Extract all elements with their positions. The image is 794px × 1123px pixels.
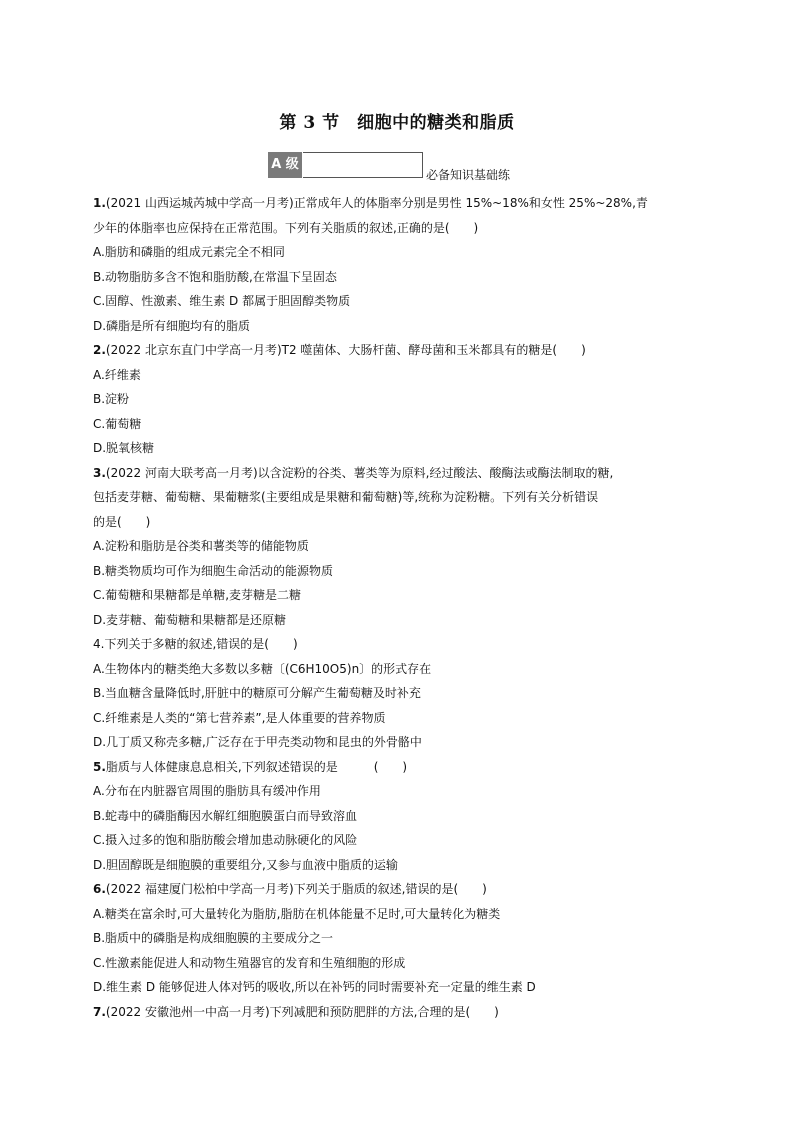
option-a: A.脂肪和磷脂的组成元素完全不相同 (93, 245, 285, 259)
question-3 (93, 461, 705, 633)
page-title: 第 3 节 细胞中的糖类和脂质 (279, 113, 515, 133)
option-a: A.分布在内脏器官周围的脂肪具有缓冲作用 (93, 784, 321, 798)
level-badge: A 级 (268, 152, 302, 178)
option-b: B.脂质中的磷脂是构成细胞膜的主要成分之一 (93, 931, 334, 945)
option-b: B.动物脂肪多含不饱和脂肪酸,在常温下呈固态 (93, 269, 337, 284)
option-d: D.麦芽糖、葡萄糖和果糖都是还原糖 (93, 612, 287, 627)
question-stem-text: (2021 山西运城芮城中学高一月考)正常成年人的体脂率分别是男性 15%~18%和女性 25%~28%,青 (105, 196, 648, 210)
question-stem-text: (2022 福建厦门松柏中学高一月考)下列关于脂质的叙述,错误的是( ) (105, 882, 487, 896)
question-stem-line (93, 632, 705, 657)
question-stem-line (93, 461, 705, 486)
question-5 (93, 755, 705, 878)
question-number: 1. (93, 196, 106, 210)
banner-blank-box (303, 152, 423, 178)
question-1 (93, 191, 705, 338)
question-stem-line (93, 338, 705, 363)
question-number: 7. (93, 1004, 106, 1019)
question-stem-line: 的是( ) (93, 514, 151, 529)
question-stem-line (93, 877, 705, 902)
option-b: B.淀粉 (93, 392, 130, 406)
option-d: D.几丁质又称壳多糖,广泛存在于甲壳类动物和昆虫的外骨骼中 (93, 735, 422, 749)
option-c: C.性激素能促进人和动物生殖器官的发育和生殖细胞的形成 (93, 955, 406, 970)
option-c: C.葡萄糖和果糖都是单糖,麦芽糖是二糖 (93, 588, 302, 602)
question-stem-text: (2022 北京东直门中学高一月考)T2 噬菌体、大肠杆菌、酵母菌和玉米都具有的糖是( ) (105, 343, 586, 357)
option-c: C.摄入过多的饱和脂肪酸会增加患动脉硬化的风险 (93, 833, 358, 847)
question-7 (93, 1000, 705, 1025)
question-stem-line (93, 1000, 705, 1025)
question-stem-text: (2022 安徽池州一中高一月考)下列减肥和预防肥胖的方法,合理的是( ) (105, 1004, 499, 1019)
question-number: 5. (93, 759, 106, 774)
question-stem-text: 下列关于多糖的叙述,错误的是( ) (104, 637, 298, 651)
option-c: C.纤维素是人类的“第七营养素”,是人体重要的营养物质 (93, 710, 386, 725)
option-a: A.生物体内的糖类绝大多数以多糖〔(C6H10O5)n〕的形式存在 (93, 661, 432, 676)
question-number: 3. (93, 465, 106, 480)
banner-text: 必备知识基础练 (426, 168, 511, 182)
option-c: C.葡萄糖 (93, 416, 142, 431)
question-stem-text: 脂质与人体健康息息相关,下列叙述错误的是 ( ) (105, 759, 408, 774)
option-d: D.维生素 D 能够促进人体对钙的吸收,所以在补钙的同时需要补充一定量的维生素 D (93, 980, 536, 994)
question-number: 2. (93, 343, 106, 357)
question-number: 6. (93, 882, 106, 896)
question-stem-line: 少年的体脂率也应保持在正常范围。下列有关脂质的叙述,正确的是( ) (93, 220, 479, 235)
option-b: B.蛇毒中的磷脂酶因水解红细胞膜蛋白而导致溶血 (93, 808, 358, 823)
question-number: 4. (93, 637, 105, 651)
question-6 (93, 877, 705, 1000)
option-b: B.糖类物质均可作为细胞生命活动的能源物质 (93, 563, 334, 578)
option-b: B.当血糖含量降低时,肝脏中的糖原可分解产生葡萄糖及时补充 (93, 686, 421, 700)
question-stem-line (93, 755, 705, 780)
question-list (93, 191, 705, 1024)
option-a: A.糖类在富余时,可大量转化为脂肪,脂肪在机体能量不足时,可大量转化为糖类 (93, 906, 501, 921)
option-c: C.固醇、性激素、维生素 D 都属于胆固醇类物质 (93, 294, 351, 308)
question-stem-line (93, 191, 705, 216)
question-stem-text: (2022 河南大联考高一月考)以含淀粉的谷类、薯类等为原料,经过酸法、酸酶法或酶法制取的糖, (105, 465, 614, 480)
question-2 (93, 338, 705, 461)
question-4 (93, 632, 705, 755)
option-a: A.淀粉和脂肪是谷类和薯类等的储能物质 (93, 539, 309, 553)
option-a: A.纤维素 (93, 367, 141, 382)
option-d: D.磷脂是所有细胞均有的脂质 (93, 318, 251, 333)
option-d: D.胆固醇既是细胞膜的重要组分,又参与血液中脂质的运输 (93, 857, 398, 872)
option-d: D.脱氧核糖 (93, 441, 155, 455)
question-stem-line: 包括麦芽糖、葡萄糖、果葡糖浆(主要组成是果糖和葡萄糖)等,统称为淀粉糖。下列有关分析错误 (93, 490, 599, 504)
